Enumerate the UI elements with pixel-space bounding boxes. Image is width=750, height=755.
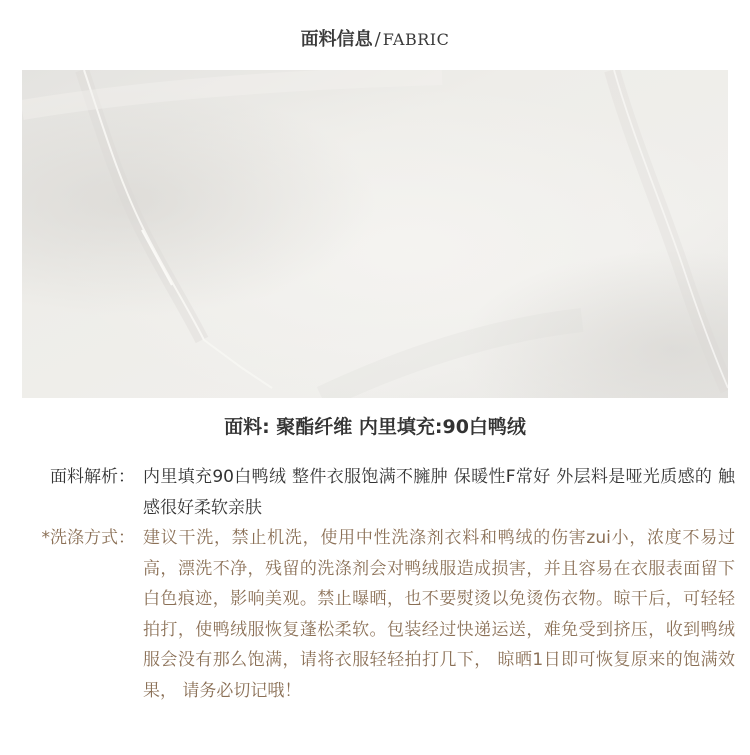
fabric-texture-photo bbox=[22, 70, 728, 398]
description-text: 内里填充90白鸭绒 整件衣服饱满不臃肿 保暖性F常好 外层料是哑光质感的 触感很好柔软亲肤 bbox=[143, 467, 735, 518]
fabric-texture-image bbox=[22, 70, 728, 398]
description-row bbox=[0, 462, 750, 523]
section-title-en: FABRIC bbox=[382, 30, 450, 49]
care-text: 建议干洗，禁止机洗，使用中性洗涤剂衣料和鸭绒的伤害zui小，浓度不易过高，漂洗不净，残留的洗涤剂会对鸭绒服造成损害，并且容易在衣服表面留下白色痕迹，影响美观。禁止曝晒，也不要熨烫以免烫伤衣物。晾干后，可轻轻拍打，使鸭绒服恢复蓬松柔软。包装经过快递运送，难免受到挤压，收到鸭绒服会没有那么饱满，请将衣服轻轻拍打几下， 晾晒1日即可恢复原来的饱满效果， 请务必切记哦！ bbox=[143, 528, 735, 701]
section-title-separator: / bbox=[374, 29, 381, 50]
description-label: 面料解析： bbox=[50, 467, 135, 487]
fabric-summary: 面料: 聚酯纤维 内里填充:90白鸭绒 bbox=[224, 416, 526, 438]
fabric-info bbox=[0, 462, 750, 706]
section-title bbox=[0, 26, 750, 54]
section-title-cn: 面料信息 bbox=[300, 29, 373, 50]
care-row bbox=[0, 523, 750, 706]
care-label: *洗涤方式： bbox=[41, 528, 135, 548]
